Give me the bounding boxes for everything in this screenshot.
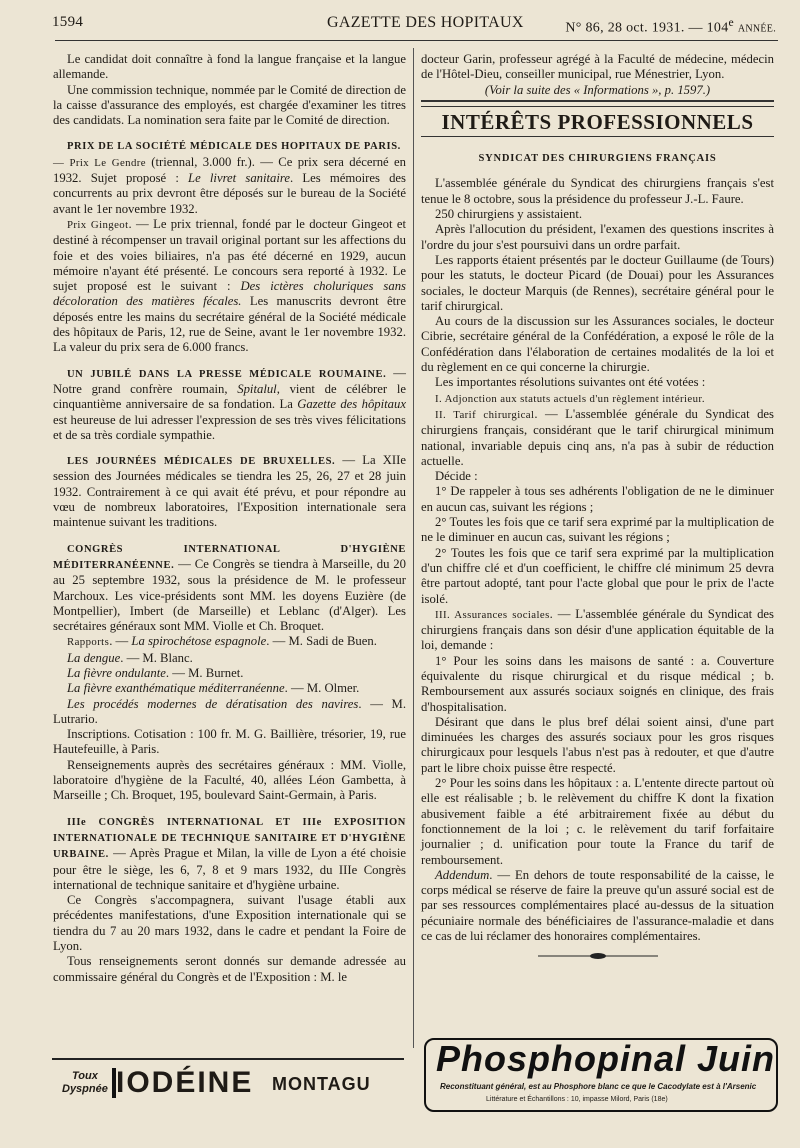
text: (triennal, 3.000 fr.). — Ce prix sera décerné en 1932. Sujet proposé : <box>53 154 406 186</box>
text: . — L'assemblée générale du Syndicat des chirurgiens français dans son désir d'une application équitable de la loi, demande : <box>421 606 774 653</box>
paragraph: Les rapports étaient présentés par le docteur Guillaume (de Tours) pour les statuts, le docteur Picard (de Douai) pour les Assurances sociales, le docteur Marquis (de Rennes), secrétaire général pour le tarif chirurgical. <box>421 252 774 313</box>
paragraph <box>53 155 406 217</box>
paragraph <box>421 868 774 944</box>
paragraph <box>53 681 406 696</box>
inline-label: Prix Gingeot <box>67 218 129 231</box>
congres-section <box>53 541 406 635</box>
ad-brand: Phosphopinal Juin <box>436 1038 775 1079</box>
paragraph <box>53 697 406 728</box>
italic-text: Addendum <box>435 867 490 882</box>
page-header <box>52 14 782 40</box>
paragraph <box>53 217 406 356</box>
section-heading: PRIX DE LA SOCIÉTÉ MÉDICALE DES HOPITAUX DE PARIS. <box>67 141 401 153</box>
column-divider <box>413 48 414 1048</box>
ad-dyspnee: Dyspnée <box>62 1083 108 1095</box>
text: . — M. Burnet. <box>165 665 244 680</box>
header-rule <box>55 40 778 41</box>
text: . — L'assemblée générale du Syndicat des chirurgiens français, considérant que le tarif chirurgical minimum national, invariable depuis cinq ans, n'a pas à subir de réduction actuelle. <box>421 406 774 468</box>
ad-tagline: Reconstituant général, est au Phosphore blanc ce que le Cacodylate est à l'Arsenic <box>440 1082 757 1091</box>
text: — Notre grand confrère roumain, <box>53 365 406 396</box>
iiie-section <box>53 814 406 893</box>
issue-annee: ANNÉE. <box>737 23 776 35</box>
italic-text: La fièvre exanthématique méditerranéenne <box>67 681 285 696</box>
text: . — M. Lutrario. <box>53 696 406 726</box>
section-heading: UN JUBILÉ DANS LA PRESSE MÉDICALE ROUMAINE. <box>67 368 387 380</box>
paragraph: 1° Pour les soins dans les maisons de santé : a. Couverture équivalente du risque chirurgical et du risque médical ; b. Remboursement aux assurés sociaux soignés en clinique, des frais d'hospitalisation. <box>421 653 774 714</box>
ornament-icon <box>538 952 658 960</box>
inline-label: II. Tarif chirurgical <box>435 408 535 421</box>
journal-title: GAZETTE DES HOPITAUX <box>327 14 524 31</box>
issue-info <box>565 16 776 37</box>
paragraph <box>421 391 774 407</box>
paragraph: 2° Toutes les fois que ce tarif sera exprimé par la multiplication de ne le diminuer en aucun cas, suivant les régions ; <box>421 515 774 545</box>
paragraph <box>53 651 406 666</box>
italic-text: Les procédés modernes de dératisation des navires <box>67 696 359 711</box>
paragraph: Ce Congrès s'accompagnera, suivant l'usage établi aux précédentes manifestations, d'une Exposition internationale qui se tiendra du 7 au 20 mars 1932, dans le cadre et pendant la Foire de Lyon. <box>53 893 406 954</box>
inline-label: — Prix Le Gendre <box>53 156 146 169</box>
iodeine-ad <box>52 1058 404 1122</box>
rule <box>421 136 774 137</box>
phosphopinal-ad <box>424 1038 778 1112</box>
paragraph: Au cours de la discussion sur les Assurances sociales, le docteur Cibrie, secrétaire général de la Confédération, a exposé le rôle de la Confédération dans l'élaboration de certaines modalités de la loi et du règlement en ce qui concerne la chirurgie. <box>421 314 774 375</box>
text: , vient de célébrer le cinquantième anniversaire de sa fondation. La <box>53 381 406 412</box>
section-heading: CONGRÈS INTERNATIONAL D'HYGIÈNE MÉDITERRANÉENNE. <box>53 543 406 571</box>
rule <box>421 100 774 102</box>
paragraph: Inscriptions. Cotisation : 100 fr. M. G. Baillière, trésorier, 19, rue Hautefeuille, à Paris. <box>53 727 406 757</box>
italic-text: (Voir la suite des « Informations », p. 1597.) <box>484 82 711 97</box>
ad-tagline <box>62 1070 108 1096</box>
paragraph: 250 chirurgiens y assistaient. <box>435 207 583 222</box>
journees-section <box>53 453 406 530</box>
paragraph: L'assemblée générale du Syndicat des chirurgiens français s'est tenue le 8 octobre, sous la présidence du professeur J.-L. Faure. <box>421 176 774 206</box>
italic-text: La dengue <box>67 650 121 665</box>
subsection-title: SYNDICAT DES CHIRURGIENS FRANÇAIS <box>478 153 717 165</box>
paragraph <box>421 407 774 469</box>
text: Les manuscrits devront être déposés entre les mains du secrétaire général de la Société médicale des hôpitaux de Paris, 12, rue de Seine, avant le 1er novembre 1932. La valeur du prix sera de 6.000 francs. <box>53 294 406 355</box>
section-heading: LES JOURNÉES MÉDICALES DE BRUXELLES. <box>67 456 336 468</box>
text: . Les mémoires des concurrents au prix devront être déposés sur le bureau de la Société avant le 1er novembre 1932. <box>53 171 406 216</box>
paragraph: Décide : <box>435 469 478 484</box>
italic-text: La fièvre ondulante <box>67 665 166 680</box>
paragraph: 2° Toutes les fois que ce tarif sera exprimé par la multiplication d'un chiffre clé et d'un coefficient, le chiffre clé minimum 25 devra être partout adopté, tant pour l'acte global que pour le prix de l'acte isolé. <box>421 545 774 606</box>
paragraph: 1° De rappeler à tous ses adhérents l'obligation de ne le diminuer en aucun cas, suivant les régions ; <box>421 484 774 514</box>
left-column <box>53 52 406 985</box>
page-number: 1594 <box>52 14 84 30</box>
text: . — M. Olmer. <box>284 681 360 696</box>
paragraph: Après l'allocution du président, l'examen des questions inscrites à l'ordre du jour s'est poursuivi dans un ordre parfait. <box>421 222 774 252</box>
paragraph <box>53 666 406 681</box>
text: . — <box>109 634 132 649</box>
italic-text: Le livret sanitaire <box>188 171 291 186</box>
paragraph: Tous renseignements seront donnés sur demande adressée au commissaire général du Congrès et de l'Exposition : M. le <box>53 954 406 984</box>
text: — Après Prague et Milan, la ville de Lyon a été choisie pour être le siège, les 6, 7, 8 et 9 mars 1932, du IIIe Congrès international de technique sanitaire et d'hygiène urbaine. <box>53 846 406 892</box>
section-title: INTÉRÊTS PROFESSIONNELS <box>441 109 754 134</box>
jubile-section <box>53 366 406 443</box>
text: est heureuse de lui adresser l'expression de ses très vives félicitations et de sa très cordiale sympathie. <box>53 412 406 442</box>
text: . — En dehors de toute responsabilité de la caisse, le corps médical se réserve de faire la preuve qu'un assuré social est de par ses ressources complémentaires placé au-dessus de la situation pécuniaire normale des bénéficiaires de l'assurance-maladie et dans ce cas de lui réclamer des honoraires complémentaires. <box>421 867 774 944</box>
text: . — M. Blanc. <box>120 650 193 665</box>
italic-text: La spirochétose espagnole <box>131 634 267 649</box>
text: — Ce Congrès se tiendra à Marseille, du 20 au 25 septembre 1932, sous la présidence de M. le professeur Marchoux. Les vice-présidents sont MM. les doyens Euzière (de Montpellier), Imbert (de Marseille) et Leblanc (d'Alger). Les secrétaires généraux sont MM. Violle et Ch. Broquet. <box>53 556 406 634</box>
ad-toux: Toux <box>71 1070 98 1082</box>
paragraph: docteur Garin, professeur agrégé à la Faculté de médecine, médecin de l'Hôtel-Dieu, conseiller municipal, rue Ménestrier, Lyon. <box>421 52 774 82</box>
italic-text: Des ictères choluriques sans décoloration des matières fécales. <box>53 279 406 309</box>
text: . — Le prix triennal, fondé par le docteur Gingeot et destiné à récompenser un travail original portant sur les affections du foie et des voies biliaires, n'a pas été décerné en 1929, aucun mémoire n'ayant été présenté. Le concours sera reporté à 1932. Le sujet proposé est le suivant : <box>53 216 406 294</box>
voir-suite <box>421 83 774 98</box>
paragraph: Désirant que dans le plus bref délai soient ainsi, d'une part diminuées les charges des assurés sociaux pour les gros risques chirurgicaux pour lesquels l'abus n'est pas à redouter, et que d'autre part le libre choix puisse être respecté. <box>421 714 774 775</box>
inline-label: III. Assurances sociales <box>435 608 550 621</box>
paragraph <box>53 634 406 650</box>
paragraph <box>421 607 774 654</box>
italic-text: Gazette des hôpitaux <box>297 397 407 412</box>
paragraph: Le candidat doit connaître à fond la langue française et la langue allemande. <box>53 52 406 82</box>
section-heading: IIIe CONGRÈS INTERNATIONAL ET IIIe EXPOSITION INTERNATIONALE DE TECHNIQUE SANITAIRE ET D'HYGIÈNE URBAINE. <box>53 816 406 861</box>
ad-maker: MONTAGU <box>272 1074 371 1094</box>
paragraph: Les importantes résolutions suivantes ont été votées : <box>435 375 706 390</box>
paragraph: Renseignements auprès des secrétaires généraux : MM. Violle, laboratoire d'hygiène de la Faculté, 40, allées Léon Gambetta, à Marseille ; Ch. Broquet, 195, boulevard Saint-Germain, à Paris. <box>53 757 406 803</box>
prix-section <box>53 138 406 154</box>
ornament <box>421 950 774 965</box>
text: . — M. Sadi de Buen. <box>266 634 377 649</box>
inline-label: Rapports <box>67 636 110 649</box>
inline-label: I. Adjonction aux statuts actuels d'un règlement intérieur. <box>435 392 705 405</box>
italic-text: Spitalul <box>237 381 277 396</box>
ad-brand: IODÉINE <box>116 1066 254 1099</box>
issue-number: N° 86, 28 oct. 1931. — 104 <box>565 20 729 36</box>
right-column <box>421 52 774 966</box>
paragraph: Une commission technique, nommée par le Comité de direction de la caisse d'assurance des employés, est chargée d'examiner les titres des candidats. La nomination sera faite par le Comité de direction. <box>53 82 406 128</box>
ad-address: Littérature et Échantillons : 10, impasse Milord, Paris (18e) <box>486 1096 668 1103</box>
paragraph: 2° Pour les soins dans les hôpitaux : a. L'entente directe partout où elle est réalisable ; b. le relèvement du chiffre K dont la fixation abusivement faible a été arbitrairement fixée au début du fonctionnement de la loi ; c. le relèvement du tarif forfaitaire journalier ; d. unification pour toute la France du tarif de remboursement. <box>421 776 774 867</box>
issue-sup: e <box>728 16 734 29</box>
rule <box>421 106 774 107</box>
text: — La XIIe session des Journées médicales se tiendra les 25, 26, 27 et 28 juin 1932. Contrairement à ce qui avait été prévu, et pour répondre au vœu de nombreux laboratoires, l'Exposition internationale sera maintenue suivant les traditions. <box>53 453 406 530</box>
